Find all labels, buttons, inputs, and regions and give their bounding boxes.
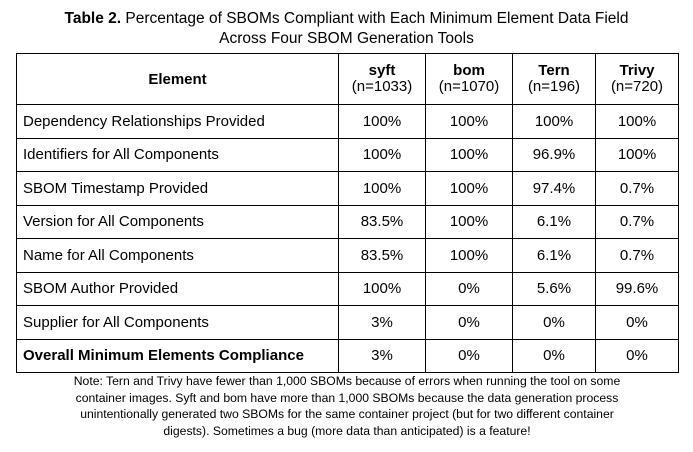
row-element-label: Supplier for All Components <box>17 306 339 340</box>
cell-trivy: 0.7% <box>596 205 679 239</box>
caption-line-1 <box>0 9 693 29</box>
cell-trivy: 0% <box>596 306 679 340</box>
cell-trivy: 0.7% <box>596 172 679 206</box>
cell-trivy: 0.7% <box>596 239 679 273</box>
table-row <box>17 239 679 273</box>
cell-tern: 0% <box>513 339 596 373</box>
cell-bom: 0% <box>426 306 513 340</box>
table-note <box>36 373 658 439</box>
cell-tern: 100% <box>513 105 596 139</box>
caption-line-2: Across Four SBOM Generation Tools <box>219 30 474 47</box>
cell-syft: 100% <box>339 172 426 206</box>
table-caption <box>0 9 693 49</box>
table-row <box>17 205 679 239</box>
header-tern: Tern (n=196) <box>513 54 596 105</box>
note-line-2: container images. Syft and bom have more than 1,000 SBOMs because the data generation process <box>75 390 619 405</box>
cell-trivy: 99.6% <box>596 272 679 306</box>
row-element-label: Identifiers for All Components <box>17 138 339 172</box>
header-syft-count: (n=1033) <box>351 78 413 95</box>
cell-bom: 100% <box>426 205 513 239</box>
header-syft: syft (n=1033) <box>339 54 426 105</box>
cell-trivy: 100% <box>596 105 679 139</box>
cell-syft: 3% <box>339 339 426 373</box>
cell-syft: 100% <box>339 105 426 139</box>
cell-tern: 6.1% <box>513 205 596 239</box>
cell-tern: 0% <box>513 306 596 340</box>
row-element-label: Name for All Components <box>17 239 339 273</box>
cell-tern: 6.1% <box>513 239 596 273</box>
row-element-label: SBOM Author Provided <box>17 272 339 306</box>
cell-bom: 100% <box>426 105 513 139</box>
table-row <box>17 105 679 139</box>
table-row <box>17 138 679 172</box>
header-bom-count: (n=1070) <box>438 78 500 95</box>
row-element-label: Dependency Relationships Provided <box>17 105 339 139</box>
row-element-label: Overall Minimum Elements Compliance <box>17 339 339 373</box>
caption-label: Table 2. <box>64 10 122 27</box>
note-line-3: unintentionally generated two SBOMs for the same container project (but for two different container <box>80 407 614 421</box>
note-line-1: Note: Tern and Trivy have fewer than 1,000 SBOMs because of errors when running the tool on some <box>73 374 621 388</box>
cell-bom: 100% <box>426 239 513 273</box>
cell-syft: 3% <box>339 306 426 340</box>
cell-syft: 83.5% <box>339 239 426 273</box>
table-row-overall <box>17 339 679 373</box>
table-row <box>17 272 679 306</box>
cell-tern: 97.4% <box>513 172 596 206</box>
cell-syft: 100% <box>339 138 426 172</box>
note-line-4: digests). Sometimes a bug (more data than anticipated) is a feature! <box>163 423 531 438</box>
row-element-label: Version for All Components <box>17 205 339 239</box>
cell-tern: 96.9% <box>513 138 596 172</box>
row-element-label: SBOM Timestamp Provided <box>17 172 339 206</box>
table-row <box>17 306 679 340</box>
cell-bom: 100% <box>426 172 513 206</box>
cell-trivy: 100% <box>596 138 679 172</box>
caption-title: Percentage of SBOMs Compliant with Each Minimum Element Data Field <box>125 10 629 27</box>
cell-bom: 0% <box>426 272 513 306</box>
cell-syft: 83.5% <box>339 205 426 239</box>
cell-trivy: 0% <box>596 339 679 373</box>
header-tern-count: (n=196) <box>527 78 581 95</box>
header-element: Element <box>17 54 339 105</box>
cell-tern: 5.6% <box>513 272 596 306</box>
header-trivy: Trivy (n=720) <box>596 54 679 105</box>
cell-bom: 0% <box>426 339 513 373</box>
cell-syft: 100% <box>339 272 426 306</box>
cell-bom: 100% <box>426 138 513 172</box>
table-row <box>17 172 679 206</box>
header-row <box>17 54 679 105</box>
compliance-table <box>16 53 679 373</box>
header-bom: bom (n=1070) <box>426 54 513 105</box>
header-trivy-count: (n=720) <box>610 78 664 95</box>
